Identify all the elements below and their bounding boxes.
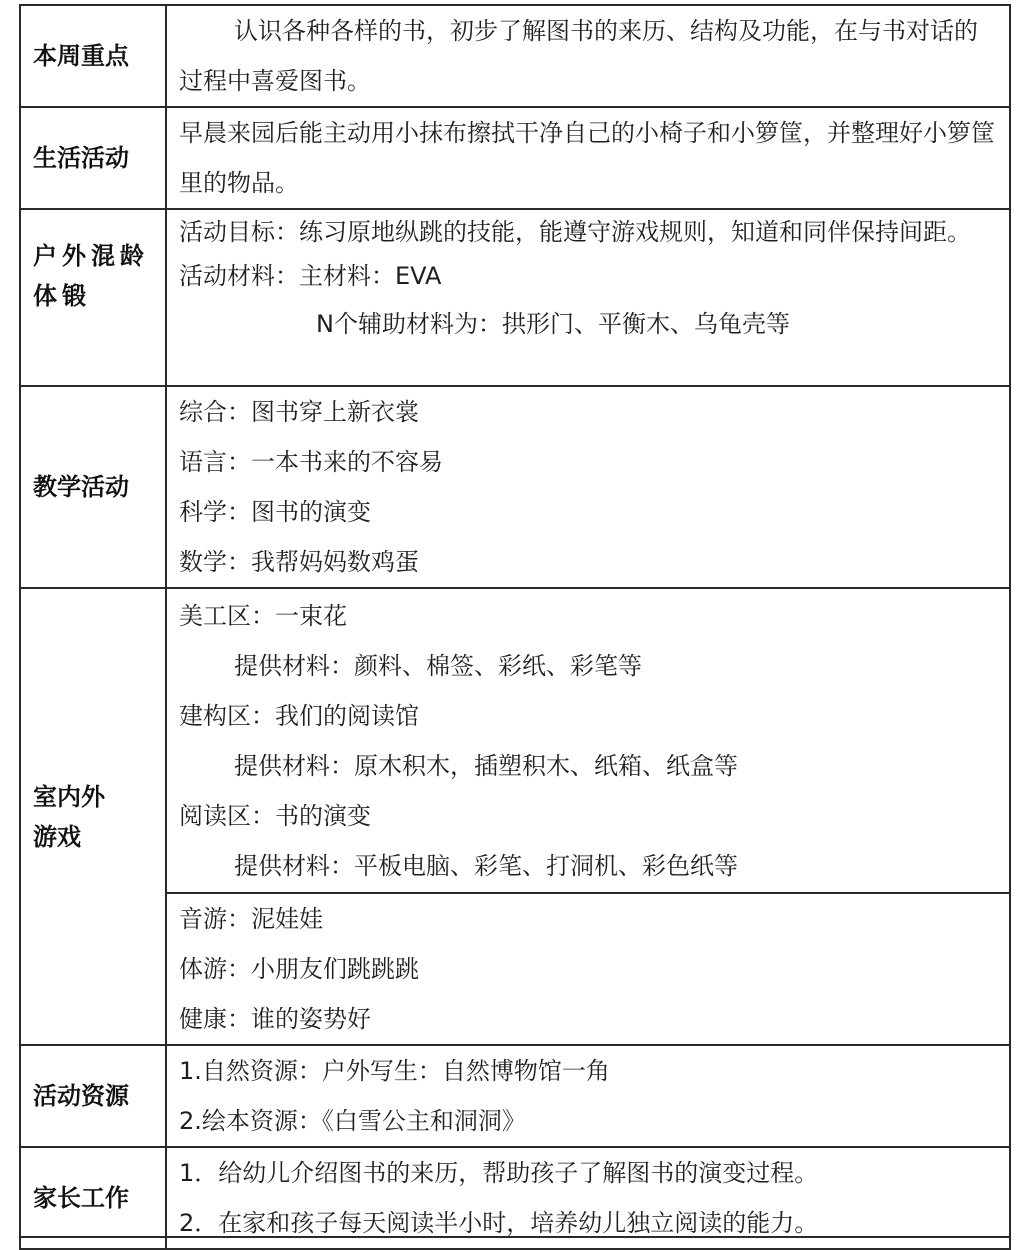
row-life-activity [20, 107, 1010, 209]
label-outdoor-exercise: 户外混龄体锻 [20, 209, 166, 386]
outdoor-goal [179, 212, 999, 252]
life-activity-text: 早晨来园后能主动用小抹布擦拭干净自己的小椅子和小箩筐，并整理好小箩筐里的物品。 [179, 119, 995, 197]
parent-work-item: 2．在家和孩子每天阅读半小时，培养幼儿独立阅读的能力。 [179, 1209, 819, 1237]
teaching-item: 数学：我帮妈妈数鸡蛋 [179, 548, 419, 576]
cell-life-activity [166, 107, 1010, 209]
outdoor-material-key: 活动材料： [179, 262, 299, 290]
parent-work-item: 1．给幼儿介绍图书的来历，帮助孩子了解图书的演变过程。 [179, 1159, 819, 1187]
label-weekly-focus: 本周重点 [20, 5, 166, 107]
games-area: 阅读区：书的演变 [179, 801, 371, 830]
cell-games-indoor [166, 588, 1010, 893]
outdoor-aux-materials: N个辅助材料为：拱形门、平衡木、乌龟壳等 [316, 310, 790, 338]
games-outdoor-item: 音游：泥娃娃 [179, 905, 323, 933]
row-weekly-focus [20, 5, 1010, 107]
weekly-focus-text: 认识各种各样的书，初步了解图书的来历、结构及功能，在与书对话的过程中喜爱图书。 [179, 17, 978, 95]
games-area: 建构区：我们的阅读馆 [179, 701, 419, 730]
label-resources: 活动资源 [20, 1045, 166, 1147]
resource-item: 1.自然资源：户外写生：自然博物馆一角 [179, 1057, 610, 1085]
games-materials: 提供材料：原木积木，插塑积木、纸箱、纸盒等 [234, 751, 738, 780]
games-outdoor-item: 体游：小朋友们跳跳跳 [179, 955, 419, 983]
label-games [20, 588, 166, 1045]
teaching-item: 科学：图书的演变 [179, 498, 371, 526]
games-materials: 提供材料：平板电脑、彩笔、打洞机、彩色纸等 [234, 851, 738, 880]
cell-parent-work [166, 1147, 1010, 1249]
outdoor-material [179, 252, 999, 300]
games-materials: 提供材料：颜料、棉签、彩纸、彩笔等 [234, 651, 642, 680]
row-parent-work [20, 1147, 1010, 1249]
label-teaching-activity: 教学活动 [20, 386, 166, 588]
outdoor-goal-key: 活动目标： [179, 218, 299, 246]
cell-outdoor-exercise [166, 209, 1010, 386]
outdoor-goal-value: 练习原地纵跳的技能，能遵守游戏规则，知道和同伴保持间距。 [299, 218, 971, 246]
label-parent-work: 家长工作 [20, 1147, 166, 1249]
cell-teaching-activity [166, 386, 1010, 588]
games-area: 美工区：一束花 [179, 601, 347, 630]
row-games-indoor [20, 588, 1010, 893]
teaching-item: 综合：图书穿上新衣裳 [179, 398, 419, 426]
row-outdoor-exercise [20, 209, 1010, 386]
teaching-item: 语言：一本书来的不容易 [179, 448, 443, 476]
next-row-border [19, 1236, 1009, 1238]
label-life-activity: 生活活动 [20, 107, 166, 209]
outdoor-material-value: 主材料：EVA [299, 262, 442, 290]
row-resources [20, 1045, 1010, 1147]
row-teaching-activity [20, 386, 1010, 588]
row-games-outdoor [20, 893, 1010, 1045]
weekly-plan-table [19, 4, 1011, 1250]
label-games-text: 室内外游戏 [33, 782, 105, 851]
resource-item: 2.绘本资源：《白雪公主和洞洞》 [179, 1107, 526, 1135]
games-outdoor-item: 健康：谁的姿势好 [179, 1005, 371, 1033]
cell-weekly-focus [166, 5, 1010, 107]
cell-resources [166, 1045, 1010, 1147]
cell-games-outdoor [166, 893, 1010, 1045]
